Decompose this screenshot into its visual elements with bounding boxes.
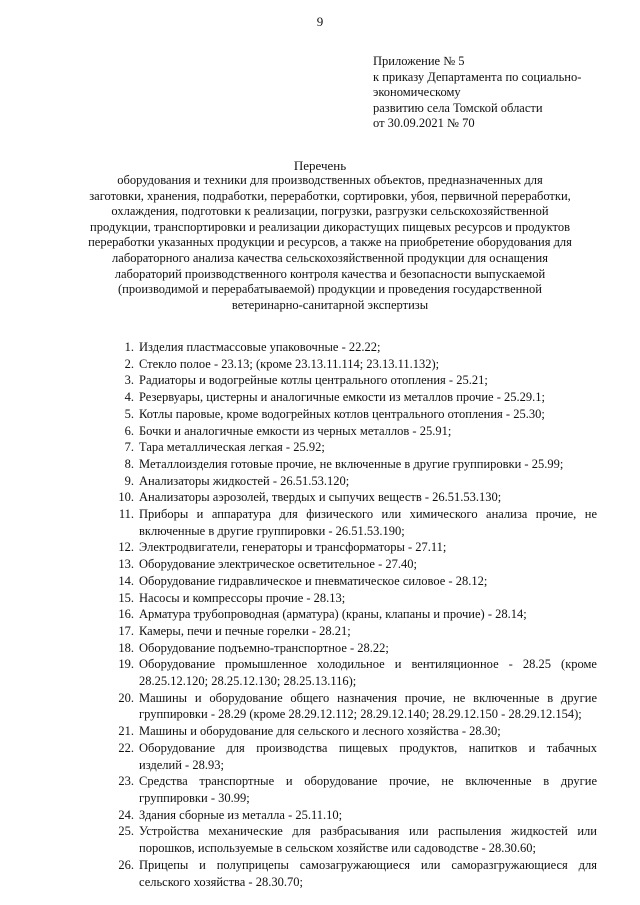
list-item: [107, 807, 597, 824]
list-item-text: [139, 823, 597, 856]
list-item-text: [139, 473, 597, 490]
list-item-line: порошков, используемые в сельском хозяйстве или садоводстве - 28.30.60;: [139, 841, 536, 856]
list-item-line: Бочки и аналогичные емкости из черных металлов - 25.91;: [139, 423, 452, 438]
list-item-number: 20.: [118, 690, 134, 705]
list-item-number: 5.: [124, 406, 134, 421]
list-item: [107, 389, 597, 406]
list-item-number: 7.: [124, 440, 134, 455]
list-item: [107, 423, 597, 440]
list-item-number: 21.: [118, 724, 134, 739]
list-item-text: [139, 573, 597, 590]
subtitle-line: лабораторий производственного контроля качества и безопасности выпускаемой: [114, 266, 546, 281]
list-item: [107, 723, 597, 740]
list-item-number: 26.: [118, 857, 134, 872]
list-item-text: [139, 489, 597, 506]
list-item-number: 3.: [124, 373, 134, 388]
list-item-line: Оборудование промышленное холодильное и вентиляционное - 28.25 (кроме: [139, 657, 597, 672]
list-item-line: Металлоизделия готовые прочие, не включенные в другие группировки - 25.99;: [139, 456, 564, 471]
list-item-line: Оборудование подъемно-транспортное - 28.22;: [139, 640, 389, 655]
list-item-line: Камеры, печи и печные горелки - 28.21;: [139, 623, 351, 638]
list-item: [107, 539, 597, 556]
list-item: [107, 857, 597, 890]
list-item: [107, 489, 597, 506]
list-item-line: Изделия пластмассовые упаковочные - 22.22;: [139, 340, 381, 354]
list-item-line: 28.25.12.120; 28.25.12.130; 28.25.13.116);: [139, 674, 357, 689]
list-item-text: [139, 423, 597, 440]
list-item-text: [139, 389, 597, 406]
list-item-line: Машины и оборудование общего назначения прочие, не включенные в другие: [139, 690, 597, 705]
list-item-number: 14.: [118, 573, 134, 588]
list-item-line: группировки - 28.29 (кроме 28.29.12.112; 28.29.12.140; 28.29.12.150 - 28.29.12.154);: [139, 707, 582, 722]
annex-line: экономическому: [373, 85, 461, 100]
list-item-line: Оборудование гидравлическое и пневматическое силовое - 28.12;: [139, 573, 488, 588]
list-item-number: 18.: [118, 640, 134, 655]
subtitle-line: заготовки, хранения, подработки, переработки, сортировки, убоя, первичной переработки,: [89, 188, 571, 203]
list-item-number: 16.: [118, 607, 134, 622]
annex-line: Приложение № 5: [373, 54, 465, 68]
list-item: [107, 690, 597, 723]
list-item: [107, 439, 597, 456]
list-item: [107, 456, 597, 473]
list-item-number: 24.: [118, 807, 134, 822]
list-item: [107, 640, 597, 657]
list-item-text: [139, 807, 597, 824]
list-item-line: Тара металлическая легкая - 25.92;: [139, 440, 325, 455]
list-item-text: [139, 356, 597, 373]
subtitle-line: лабораторного анализа качества сельскохозяйственной продукции для оснащения: [112, 250, 548, 265]
subtitle-line: ветеринарно-санитарной экспертизы: [231, 297, 429, 312]
list-item-number: 2.: [124, 356, 134, 371]
list-item-text: [139, 773, 597, 806]
subtitle-line: продукции, транспортировки и реализации дикорастущих пищевых ресурсов и продуктов: [90, 219, 570, 234]
list-item-line: Приборы и аппаратура для физического или химического анализа прочие, не: [139, 507, 597, 522]
list-item-number: 11.: [118, 507, 134, 522]
list-item-line: Котлы паровые, кроме водогрейных котлов центрального отопления - 25.30;: [139, 406, 545, 421]
document-subtitle: [50, 173, 610, 313]
list-item-number: 15.: [118, 590, 134, 605]
list-item-number: 19.: [118, 657, 134, 672]
list-item-text: [139, 590, 597, 607]
list-item-text: [139, 740, 597, 773]
equipment-list: [107, 339, 597, 890]
list-item: [107, 590, 597, 607]
list-item-line: сельского хозяйства - 28.30.70;: [139, 874, 303, 889]
list-item-text: [139, 439, 597, 456]
list-item: [107, 356, 597, 373]
annex-line: от 30.09.2021 № 70: [373, 116, 475, 131]
list-item-text: [139, 723, 597, 740]
list-item-line: Оборудование для производства пищевых продуктов, напитков и табачных: [139, 740, 597, 755]
list-item-line: Анализаторы жидкостей - 26.51.53.120;: [139, 473, 350, 488]
list-item-line: Анализаторы аэрозолей, твердых и сыпучих веществ - 26.51.53.130;: [139, 490, 502, 505]
subtitle-line: переработки указанных продукции и ресурсов, а также на приобретение оборудования для: [88, 235, 572, 250]
list-item-text: [139, 623, 597, 640]
list-item: [107, 573, 597, 590]
list-item-number: 23.: [118, 774, 134, 789]
list-item-text: [139, 857, 597, 890]
annex-line: развитию села Томской области: [373, 100, 543, 115]
list-item-text: [139, 640, 597, 657]
list-item-number: 10.: [118, 490, 134, 505]
list-item-line: Устройства механические для разбрасывания или распыления жидкостей или: [139, 824, 597, 839]
list-item-number: 9.: [124, 473, 134, 488]
list-item: [107, 372, 597, 389]
subtitle-line: оборудования и техники для производственных объектов, предназначенных для: [117, 173, 543, 187]
list-item: [107, 406, 597, 423]
list-item-text: [139, 339, 597, 356]
list-item-text: [139, 606, 597, 623]
list-item-text: [139, 656, 597, 689]
list-item-number: 17.: [118, 623, 134, 638]
list-item-text: [139, 690, 597, 723]
list-item-line: Оборудование электрическое осветительное - 27.40;: [139, 557, 417, 572]
list-item-line: Прицепы и полуприцепы самозагружающиеся или саморазгружающиеся для: [139, 857, 597, 872]
list-item-line: Арматура трубопроводная (арматура) (краны, клапаны и прочие) - 28.14;: [139, 607, 527, 622]
list-item-text: [139, 456, 597, 473]
list-item-line: Радиаторы и водогрейные котлы центрального отопления - 25.21;: [139, 373, 488, 388]
list-item: [107, 740, 597, 773]
list-item: [107, 623, 597, 640]
list-item-text: [139, 539, 597, 556]
list-item-text: [139, 556, 597, 573]
list-item-line: Средства транспортные и оборудование прочие, не включенные в другие: [139, 774, 597, 789]
list-item-number: 8.: [124, 456, 134, 471]
list-item: [107, 556, 597, 573]
page-number: 9: [316, 14, 324, 29]
list-item: [107, 823, 597, 856]
list-item-line: группировки - 30.99;: [139, 790, 250, 805]
list-item: [107, 473, 597, 490]
list-item-number: 13.: [118, 557, 134, 572]
list-item-line: Электродвигатели, генераторы и трансформаторы - 27.11;: [139, 540, 447, 555]
list-item-line: Резервуары, цистерны и аналогичные емкости из металлов прочие - 25.29.1;: [139, 390, 545, 405]
list-item-line: Машины и оборудование для сельского и лесного хозяйства - 28.30;: [139, 724, 501, 739]
list-item-number: 22.: [118, 740, 134, 755]
list-item-text: [139, 506, 597, 539]
list-item: [107, 339, 597, 356]
list-item-text: [139, 406, 597, 423]
list-item-line: изделий - 28.93;: [139, 757, 224, 772]
document-heading: Перечень: [293, 158, 347, 173]
list-item-number: 25.: [118, 824, 134, 839]
list-item-number: 6.: [124, 423, 134, 438]
list-item-number: 4.: [124, 390, 134, 405]
list-item: [107, 773, 597, 806]
list-item: [107, 656, 597, 689]
list-item-number: 12.: [118, 540, 134, 555]
list-item-line: Здания сборные из металла - 25.11.10;: [139, 807, 343, 822]
list-item-line: Насосы и компрессоры прочие - 28.13;: [139, 590, 346, 605]
list-item-line: Стекло полое - 23.13; (кроме 23.13.11.114; 23.13.11.132);: [139, 356, 440, 371]
list-item-number: 1.: [124, 340, 134, 354]
list-item: [107, 606, 597, 623]
list-item-text: [139, 372, 597, 389]
list-item: [107, 506, 597, 539]
subtitle-line: охлаждения, подготовки к реализации, погрузки, разгрузки сельскохозяйственной: [111, 204, 549, 219]
subtitle-line: (производимой и перерабатываемой) продукции и проведения государственной: [118, 282, 542, 297]
list-item-line: включенные в другие группировки - 26.51.53.190;: [139, 523, 405, 538]
annex-line: к приказу Департамента по социально-: [373, 69, 582, 84]
annex-block: [373, 54, 633, 132]
